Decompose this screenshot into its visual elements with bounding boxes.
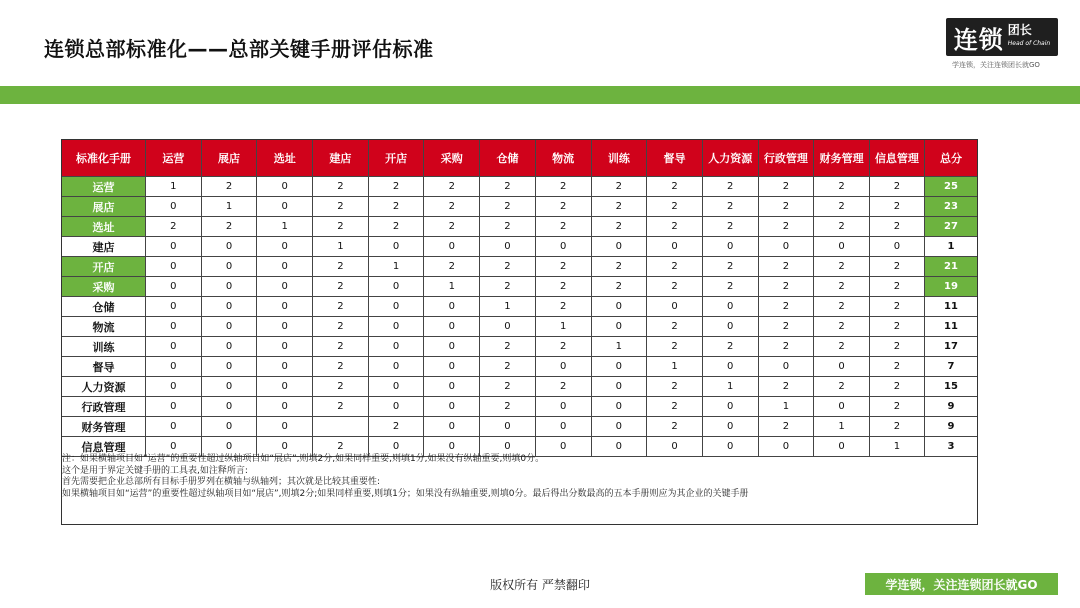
score-cell: 0 [702,397,758,417]
score-cell: 2 [480,377,536,397]
score-cell: 0 [257,177,313,197]
score-cell: 2 [814,177,870,197]
score-cell: 2 [368,177,424,197]
score-cell: 2 [535,217,591,237]
score-cell: 0 [424,237,480,257]
column-header: 训练 [591,140,647,177]
score-cell: 0 [257,257,313,277]
score-cell: 2 [869,177,924,197]
score-cell: 2 [647,417,703,437]
total-score-cell: 9 [924,397,977,417]
score-cell: 2 [758,377,814,397]
score-cell: 2 [313,177,369,197]
score-cell: 0 [257,377,313,397]
score-cell: 2 [869,257,924,277]
logo-small-en: Head of Chain [1007,40,1051,47]
row-header: 物流 [62,317,146,337]
score-cell: 2 [814,257,870,277]
score-cell: 2 [313,437,369,457]
score-cell: 0 [257,297,313,317]
score-cell: 0 [424,417,480,437]
row-header: 选址 [62,217,146,237]
score-cell: 0 [368,297,424,317]
score-cell: 0 [647,237,703,257]
score-cell: 0 [758,437,814,457]
score-cell: 2 [647,337,703,357]
table-row [62,277,978,297]
score-cell: 2 [702,177,758,197]
header-divider-bar [0,86,1080,104]
score-cell: 0 [535,437,591,457]
score-cell: 0 [480,417,536,437]
score-cell: 2 [480,177,536,197]
score-cell: 0 [758,237,814,257]
table-row [62,377,978,397]
score-cell: 0 [702,317,758,337]
score-cell: 0 [146,297,202,317]
total-score-cell: 1 [924,237,977,257]
score-cell: 0 [257,197,313,217]
score-cell: 0 [758,357,814,377]
row-header: 督导 [62,357,146,377]
score-cell: 2 [758,217,814,237]
score-cell: 2 [313,297,369,317]
column-header: 建店 [313,140,369,177]
total-score-cell: 11 [924,317,977,337]
row-header: 人力资源 [62,377,146,397]
score-cell: 2 [814,297,870,317]
score-cell: 0 [201,357,257,377]
score-cell: 2 [758,177,814,197]
footer-slogan-banner: 学连锁，关注连锁团长就GO [865,573,1058,595]
score-cell: 2 [313,257,369,277]
column-header: 督导 [647,140,703,177]
note-line: 如果横轴项目如“运营”的重要性超过纵轴项目如“展店”,则填2分;如果同样重要,则填1分；如果没有纵轴重要,则填0分。最后得出分数最高的五本手册则应为其企业的关键手册 [62,488,749,499]
score-cell: 2 [535,277,591,297]
row-header: 运营 [62,177,146,197]
score-cell: 0 [201,417,257,437]
score-cell [313,417,369,437]
score-cell: 0 [368,437,424,457]
score-cell: 2 [313,377,369,397]
score-cell: 2 [702,217,758,237]
score-cell: 2 [647,257,703,277]
notes-block [61,454,979,500]
score-cell: 2 [480,357,536,377]
score-cell: 1 [313,237,369,257]
score-cell: 2 [814,337,870,357]
score-cell: 2 [758,197,814,217]
score-cell: 0 [702,297,758,317]
table-row [62,417,978,437]
evaluation-table [61,139,978,457]
score-cell: 0 [201,437,257,457]
score-cell: 2 [647,217,703,237]
score-cell: 1 [814,417,870,437]
score-cell: 0 [146,417,202,437]
score-cell: 0 [257,417,313,437]
score-cell: 2 [535,297,591,317]
column-header: 选址 [257,140,313,177]
score-cell: 2 [869,297,924,317]
score-cell: 0 [257,277,313,297]
row-header: 展店 [62,197,146,217]
score-cell: 2 [647,377,703,397]
score-cell: 0 [591,357,647,377]
score-cell: 2 [480,397,536,417]
score-cell: 0 [814,397,870,417]
score-cell: 0 [480,437,536,457]
column-header: 采购 [424,140,480,177]
score-cell: 2 [869,317,924,337]
score-cell: 0 [591,297,647,317]
row-header: 财务管理 [62,417,146,437]
score-cell: 0 [591,417,647,437]
table-row [62,217,978,237]
score-cell: 0 [591,397,647,417]
score-cell: 2 [480,277,536,297]
score-cell: 2 [814,277,870,297]
score-cell: 0 [146,197,202,217]
table-row [62,257,978,277]
column-header: 信息管理 [869,140,924,177]
score-cell: 2 [869,337,924,357]
score-cell: 0 [257,317,313,337]
score-cell: 2 [424,177,480,197]
score-cell: 1 [647,357,703,377]
score-cell: 0 [869,237,924,257]
score-cell: 0 [146,357,202,377]
score-cell: 0 [146,377,202,397]
score-cell: 2 [535,197,591,217]
score-cell: 2 [647,317,703,337]
column-header: 运营 [146,140,202,177]
row-header: 采购 [62,277,146,297]
score-cell: 0 [257,397,313,417]
total-score-cell: 15 [924,377,977,397]
column-header: 行政管理 [758,140,814,177]
score-cell: 0 [368,397,424,417]
score-cell: 2 [313,277,369,297]
score-cell: 0 [146,277,202,297]
score-cell: 0 [702,417,758,437]
total-score-cell: 23 [924,197,977,217]
score-cell: 0 [368,277,424,297]
page-title: 连锁总部标准化——总部关键手册评估标准 [44,37,434,61]
score-cell: 0 [146,317,202,337]
score-cell: 2 [758,317,814,337]
score-cell: 0 [535,357,591,377]
score-cell: 2 [535,257,591,277]
note-line: 首先需要把企业总部所有目标手册罗列在横轴与纵轴列；其次就是比较其重要性: [62,477,381,487]
score-cell: 2 [869,397,924,417]
score-cell: 2 [368,197,424,217]
score-cell: 2 [869,357,924,377]
total-score-cell: 27 [924,217,977,237]
score-cell: 0 [424,377,480,397]
table-row [62,397,978,417]
score-cell: 0 [201,257,257,277]
score-cell: 2 [758,297,814,317]
score-cell: 2 [313,357,369,377]
score-cell: 0 [591,437,647,457]
score-cell: 0 [535,397,591,417]
score-cell: 0 [368,317,424,337]
score-cell: 0 [201,297,257,317]
row-header: 仓储 [62,297,146,317]
score-cell: 0 [146,237,202,257]
score-cell: 0 [424,357,480,377]
row-header: 信息管理 [62,437,146,457]
table-row [62,357,978,377]
column-header: 财务管理 [814,140,870,177]
score-cell: 1 [758,397,814,417]
score-cell: 2 [869,197,924,217]
score-cell: 2 [814,317,870,337]
score-cell: 1 [591,337,647,357]
score-cell: 1 [869,437,924,457]
score-cell: 0 [814,237,870,257]
score-cell: 2 [647,177,703,197]
table-row [62,297,978,317]
score-cell: 0 [424,297,480,317]
score-cell: 2 [814,377,870,397]
column-header: 开店 [368,140,424,177]
score-cell: 2 [480,257,536,277]
score-cell: 0 [368,377,424,397]
total-score-cell: 21 [924,257,977,277]
score-cell: 2 [313,397,369,417]
score-cell: 2 [758,277,814,297]
total-score-cell: 19 [924,277,977,297]
table-body [62,177,978,457]
score-cell: 0 [257,237,313,257]
score-cell: 1 [146,177,202,197]
score-cell: 2 [869,377,924,397]
score-cell: 2 [647,197,703,217]
score-cell: 2 [758,337,814,357]
score-cell: 0 [201,337,257,357]
total-score-cell: 25 [924,177,977,197]
score-cell: 2 [591,177,647,197]
score-cell: 2 [702,337,758,357]
score-cell: 0 [146,257,202,277]
note-line: 注：如果横轴项目如“运营”的重要性超过纵轴项目如“展店”,则填2分,如果同样重要,则填1分,如果没有纵轴重要,则填0分。 [62,454,545,464]
score-cell: 0 [591,377,647,397]
row-header: 行政管理 [62,397,146,417]
score-cell: 2 [535,377,591,397]
score-cell: 0 [257,337,313,357]
score-cell: 2 [535,177,591,197]
score-cell: 2 [869,277,924,297]
score-cell: 0 [146,437,202,457]
row-header: 开店 [62,257,146,277]
score-cell: 0 [424,337,480,357]
score-cell: 2 [368,417,424,437]
score-cell: 0 [368,357,424,377]
table-row [62,337,978,357]
score-cell: 2 [480,337,536,357]
score-cell: 0 [424,397,480,417]
score-cell: 2 [424,197,480,217]
score-cell: 1 [424,277,480,297]
score-cell: 2 [702,257,758,277]
score-cell: 2 [480,217,536,237]
table-header-row [62,140,978,177]
score-cell: 2 [591,257,647,277]
score-cell: 0 [257,357,313,377]
row-header: 建店 [62,237,146,257]
score-cell: 2 [424,257,480,277]
score-cell: 0 [814,437,870,457]
score-cell: 2 [146,217,202,237]
score-cell: 2 [313,217,369,237]
score-cell: 0 [591,317,647,337]
score-cell: 0 [424,437,480,457]
score-cell: 2 [313,197,369,217]
score-cell: 1 [368,257,424,277]
row-header: 训练 [62,337,146,357]
column-header: 人力资源 [702,140,758,177]
brand-logo [946,18,1058,56]
score-cell: 0 [702,437,758,457]
score-cell: 1 [480,297,536,317]
table-row [62,317,978,337]
score-cell: 1 [535,317,591,337]
score-cell: 2 [591,277,647,297]
column-header: 仓储 [480,140,536,177]
score-cell: 0 [591,237,647,257]
score-cell: 2 [591,197,647,217]
score-cell: 0 [201,237,257,257]
score-cell: 2 [647,397,703,417]
table-row [62,197,978,217]
score-cell: 0 [814,357,870,377]
score-cell: 0 [702,357,758,377]
header-slogan: 学连锁，关注连锁团长就GO [952,61,1040,69]
logo-main-text: 连锁 [953,25,1004,54]
score-cell: 2 [313,317,369,337]
score-cell: 0 [535,237,591,257]
score-cell: 2 [535,337,591,357]
score-cell: 2 [758,257,814,277]
score-cell: 2 [702,277,758,297]
column-header: 展店 [201,140,257,177]
score-cell: 2 [480,197,536,217]
score-cell: 2 [814,217,870,237]
score-cell: 0 [201,377,257,397]
score-cell: 2 [368,217,424,237]
score-cell: 2 [201,177,257,197]
score-cell: 0 [480,317,536,337]
score-cell: 2 [758,417,814,437]
score-cell: 0 [702,237,758,257]
total-score-cell: 11 [924,297,977,317]
score-cell: 0 [201,317,257,337]
score-cell: 0 [480,237,536,257]
score-cell: 2 [201,217,257,237]
logo-small-cn: 团长 [1007,23,1032,37]
score-cell: 2 [814,197,870,217]
score-cell: 0 [257,437,313,457]
score-cell: 2 [869,217,924,237]
score-cell: 2 [647,277,703,297]
score-cell: 0 [201,277,257,297]
total-score-cell: 9 [924,417,977,437]
score-cell: 2 [424,217,480,237]
score-cell: 1 [702,377,758,397]
score-cell: 0 [647,437,703,457]
score-cell: 2 [313,337,369,357]
score-cell: 0 [368,237,424,257]
score-cell: 0 [424,317,480,337]
score-cell: 2 [702,197,758,217]
column-header: 物流 [535,140,591,177]
total-score-cell: 3 [924,437,977,457]
score-cell: 0 [146,337,202,357]
score-cell: 0 [146,397,202,417]
score-cell: 1 [201,197,257,217]
total-score-cell: 17 [924,337,977,357]
table-corner-header: 标准化手册 [62,140,146,177]
table-row [62,177,978,197]
score-cell: 0 [201,397,257,417]
logo-small-text [1008,24,1050,50]
score-cell: 0 [535,417,591,437]
score-cell: 2 [869,417,924,437]
score-cell: 2 [591,217,647,237]
note-line: 这个是用于界定关键手册的工具表,如注释所言: [62,465,248,476]
score-cell: 0 [647,297,703,317]
total-score-cell: 7 [924,357,977,377]
table-row [62,237,978,257]
score-cell: 1 [257,217,313,237]
column-header: 总分 [924,140,977,177]
copyright-text: 版权所有 严禁翻印 [490,578,590,592]
score-cell: 0 [368,337,424,357]
